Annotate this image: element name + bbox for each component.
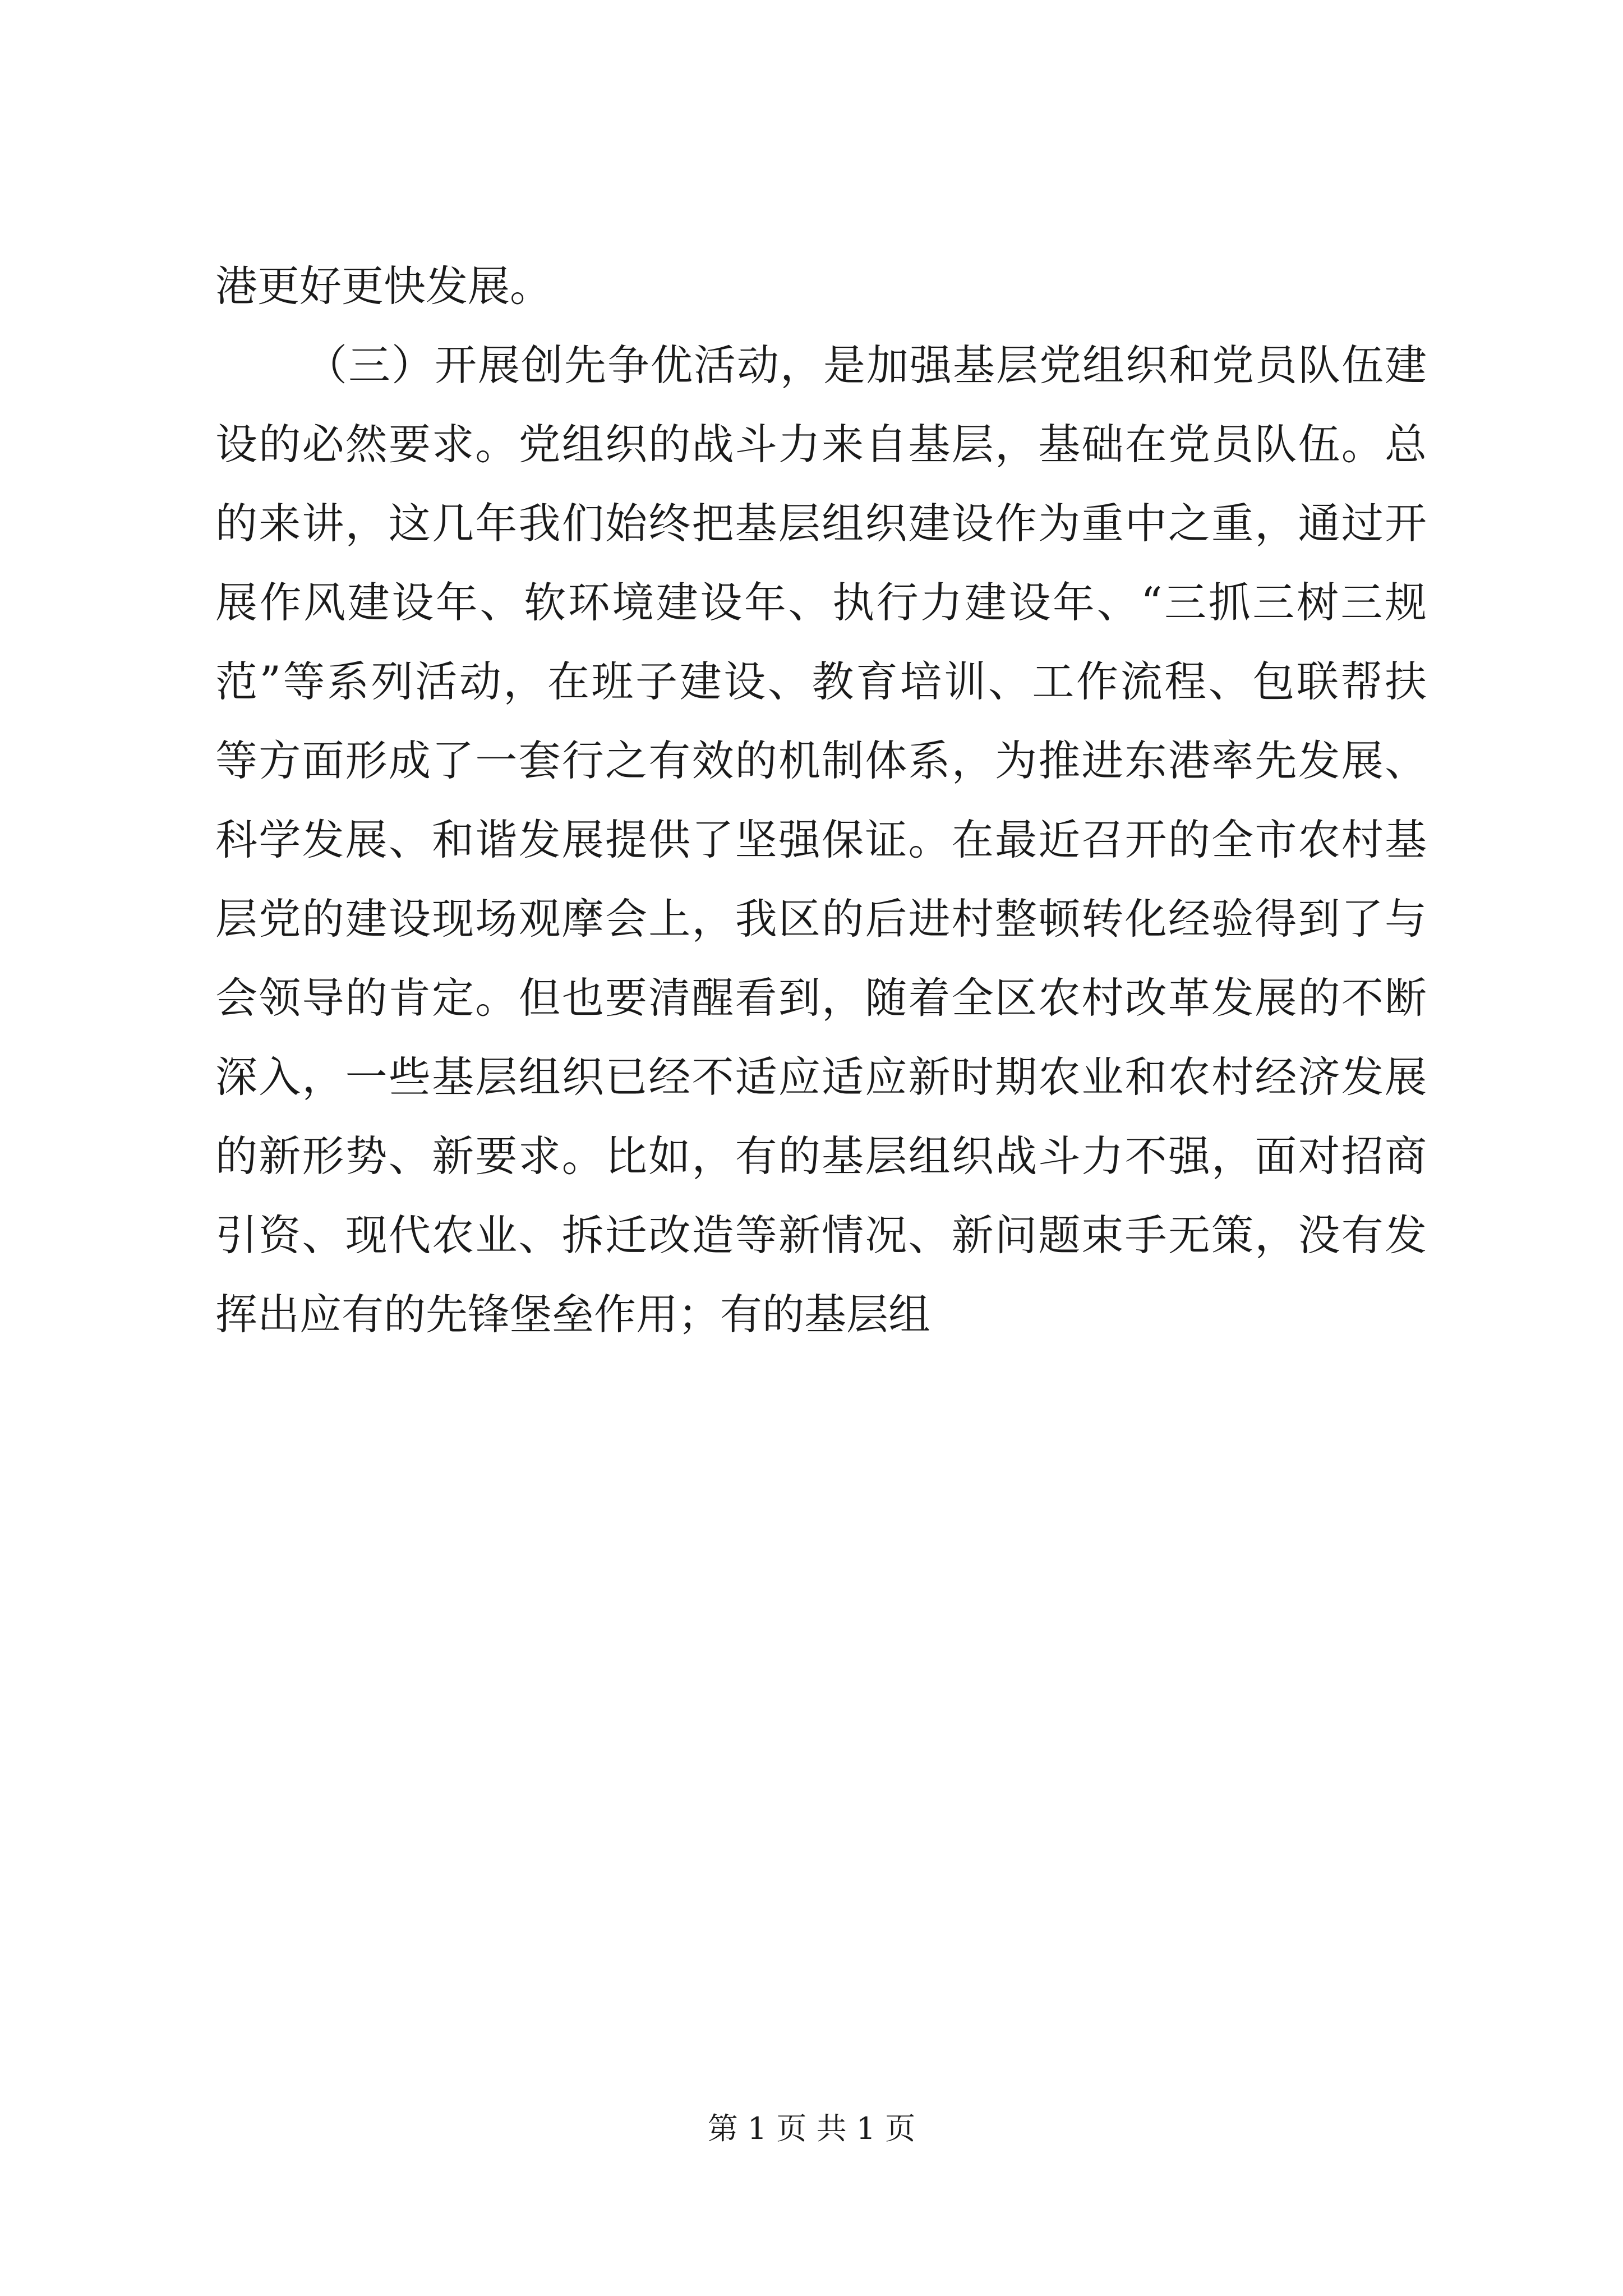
text-line: 的新形势、新要求。比如，有的基层组织战斗力不强，面对招商 bbox=[215, 1131, 1427, 1181]
text-line: 设的必然要求。党组织的战斗力来自基层，基础在党员队伍。总 bbox=[215, 420, 1427, 469]
text-line: 的来讲，这几年我们始终把基层组织建设作为重中之重，通过开 bbox=[215, 499, 1427, 548]
text-line: 等方面形成了一套行之有效的机制体系，为推进东港率先发展、 bbox=[215, 736, 1427, 785]
text-line: 深入，一些基层组织已经不适应适应新时期农业和农村经济发展 bbox=[215, 1052, 1427, 1102]
text-line: 范”等系列活动，在班子建设、教育培训、工作流程、包联帮扶 bbox=[215, 657, 1427, 706]
body-text bbox=[215, 247, 1427, 1354]
text-line: 科学发展、和谐发展提供了坚强保证。在最近召开的全市农村基 bbox=[215, 815, 1427, 864]
text-line: 引资、现代农业、拆迁改造等新情况、新问题束手无策，没有发 bbox=[215, 1211, 1427, 1260]
text-line: 挥出应有的先锋堡垒作用；有的基层组 bbox=[215, 1290, 931, 1339]
section-heading-line: （三）开展创先争优活动，是加强基层党组织和党员队伍建 bbox=[305, 341, 1427, 390]
text-line: 层党的建设现场观摩会上，我区的后进村整顿转化经验得到了与 bbox=[215, 894, 1427, 944]
text-line: 会领导的肯定。但也要清醒看到，随着全区农村改革发展的不断 bbox=[215, 973, 1427, 1023]
page-footer: 第 1 页 共 1 页 bbox=[707, 2111, 916, 2146]
text-line: 展作风建设年、软环境建设年、执行力建设年、“三抓三树三规 bbox=[215, 578, 1427, 627]
text-line: 港更好更快发展。 bbox=[215, 261, 552, 311]
